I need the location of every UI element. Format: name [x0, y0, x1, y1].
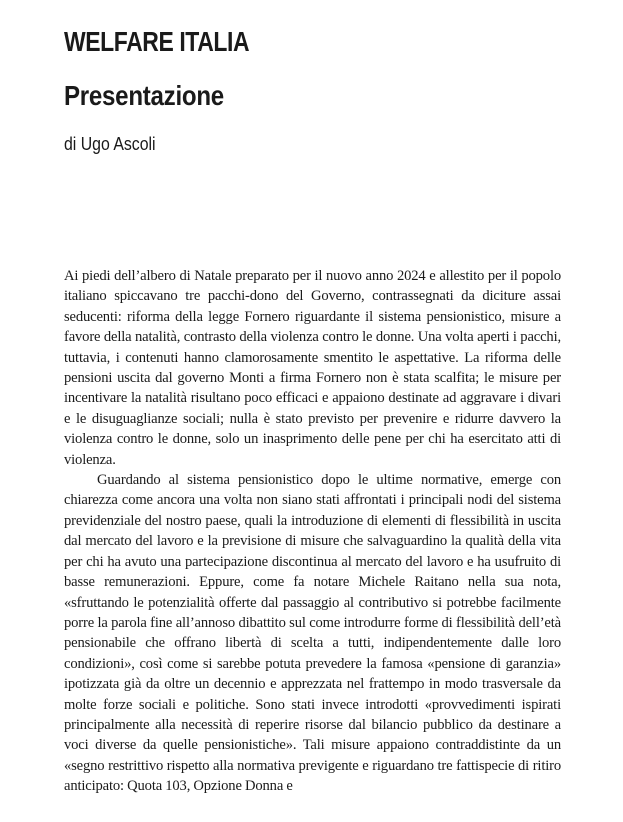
author-byline: di Ugo Ascoli: [64, 134, 156, 154]
paragraph-2: Guardando al sistema pensionistico dopo le ultime normative, emerge con chiarezza come ancora una volta non siano stati affrontati i principali nodi del sistema previdenziale del nostro paese, quali la introduzione di elementi di flessibilità in uscita dal mercato del lavoro e la previsione di misure che salvaguardino la qualità della vita per chi ha avuto una partecipazione discontinua al mercato del lavoro e ha usufruito di basse remunerazioni. Eppure, come fa notare Michele Raitano nella sua nota, «sfruttando le potenzialità offerte dal passaggio al contributivo si potrebbe facilmente porre la parola fine all’annoso dibattito sul come introdurre forme di flessibilità dell’età pensionabile che offrano libertà di scelta a tutti, indipendentemente dalle loro condizioni», così come si sarebbe potuta prevedere la famosa «pensione di garanzia» ipotizzata già da oltre un decennio e apprezzata nel frattempo in modo trasversale da molte forze sociali e politiche. Sono stati invece introdotti «provvedimenti ispirati principalmente alla necessità di reperire risorse dal bilancio pubblico da destinare a voci diverse da quelle pensionistiche». Tali misure appaiono contraddistinte da un «segno restrittivo rispetto alla normativa previgente e riguardano tre fattispecie di ritiro anticipato: Quota 103, Opzione Donna e: [64, 472, 561, 795]
page-title: Presentazione: [64, 80, 224, 111]
paragraph-1: Ai piedi dell’albero di Natale preparato per il nuovo anno 2024 e allestito per il popolo italiano spiccavano tre pacchi-dono del Governo, contrassegnati da diciture assai seducenti: riforma della legge Fornero riguardante il sistema pensionistico, misure a favore della natalità, contrasto della violenza contro le donne. Una volta aperti i pacchi, tuttavia, i contenuti hanno clamorosamente smentito le aspettative. La riforma delle pensioni uscita dal governo Monti a firma Fornero non è stata scalfita; le misure per incentivare la natalità risultano poco efficaci e appaiono destinate ad aggravare i divari e le disuguaglianze sociali; nulla è stato previsto per prevenire e ridurre davvero la violenza contro le donne, solo un inasprimento delle pene per chi ha esercitato atti di violenza.: [64, 268, 561, 468]
body-text: [64, 266, 561, 797]
series-title: WELFARE ITALIA: [64, 26, 250, 57]
